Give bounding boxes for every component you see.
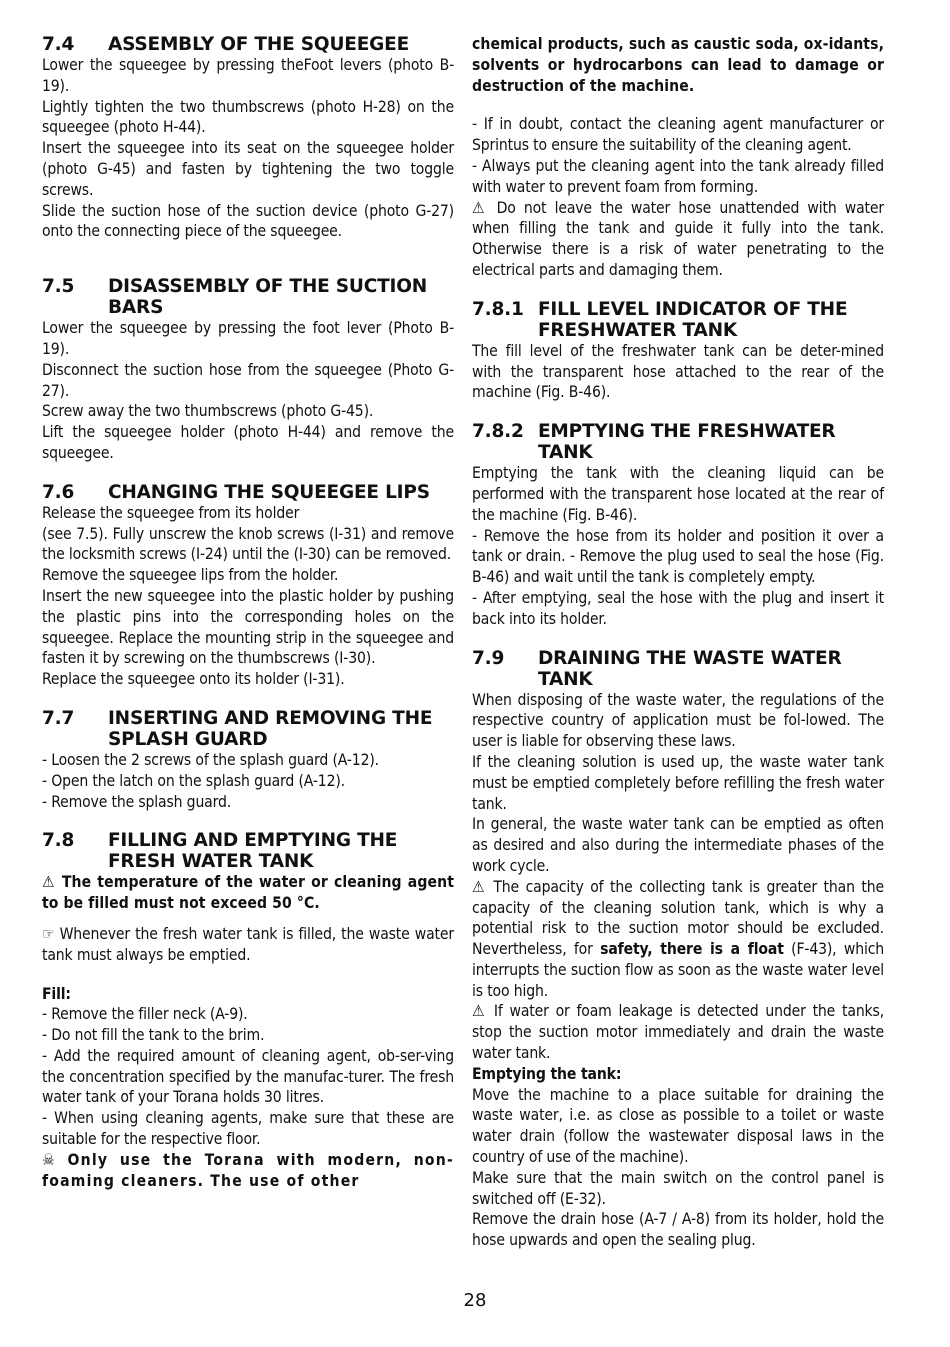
section-heading-7-9: 7.9 DRAINING THE WASTE WATER TANK xyxy=(472,647,842,690)
right-column xyxy=(472,34,884,1251)
paragraph: Disconnect the suction hose from the squeegee (Photo G-27). xyxy=(42,360,454,400)
pointing-hand-icon: ☞ xyxy=(42,924,55,943)
paragraph: Lower the squeegee by pressing theFoot levers (photo B-19). xyxy=(42,56,454,95)
paragraph: - After emptying, seal the hose with the plug and insert it back into its holder. xyxy=(472,588,884,628)
skull-icon: ☠ xyxy=(42,1150,56,1169)
paragraph: Insert the squeegee into its seat on the squeegee holder (photo G-45) and fasten by tightening the two toggle screws. xyxy=(42,139,454,199)
section-heading-7-8: 7.8 FILLING AND EMPTYING THE FRESH WATER TANK xyxy=(42,830,398,873)
paragraph: Lower the squeegee by pressing the foot lever (Photo B-19). xyxy=(42,319,454,358)
section-heading-7-5: 7.5 DISASSEMBLY OF THE SUCTION BARS xyxy=(42,276,428,319)
paragraph: Slide the suction hose of the suction device (photo G-27) onto the connecting piece of the squeegee. xyxy=(42,201,454,241)
warning-paragraph: ⚠ Do not leave the water hose unattended with water when filling the tank and guide it fully into the tank. Otherwise there is a risk of water penetrating to the electrical parts and damaging them. xyxy=(472,198,885,279)
list-item: - If in doubt, contact the cleaning agent manufacturer or Sprintus to ensure the suitability of the cleaning agent. xyxy=(472,115,884,155)
paragraph: Screw away the two thumbscrews (photo G-45). xyxy=(42,402,374,421)
list-item: - When using cleaning agents, make sure that these are suitable for the respective floor. xyxy=(42,1109,454,1149)
paragraph: The fill level of the freshwater tank can be deter-mined with the transparent hose attached to the rear of the machine (Fig. B-46). xyxy=(472,341,884,402)
warning-paragraph: ⚠ The capacity of the collecting tank is greater than the capacity of the cleaning solution tank, which is why a potential risk to the suction motor should be excluded. Nevertheless, for safety, there is a float (F-43), which interrupts the suction flow as soon as the waste water level is too high. xyxy=(472,877,885,1000)
paragraph: Make sure that the main switch on the control panel is switched off (E-32). xyxy=(472,1168,884,1208)
warning-triangle-icon: ⚠ xyxy=(472,1002,487,1021)
emptying-label: Emptying the tank: xyxy=(472,1064,622,1083)
left-column xyxy=(42,34,454,1191)
note-paragraph: ☞ Whenever the fresh water tank is filled, the waste water tank must always be emptied. xyxy=(42,924,454,964)
paragraph: - Remove the hose from its holder and position it over a tank or drain. - Remove the plug used to seal the hose (Fig. B-46) and wait until the tank is completely empty. xyxy=(472,526,884,587)
list-item: - Always put the cleaning agent into the tank already filled with water to prevent foam from forming. xyxy=(472,156,884,196)
list-item: - Do not fill the tank to the brim. xyxy=(42,1026,265,1045)
section-heading-7-8-1: 7.8.1 FILL LEVEL INDICATOR OF THE FRESHWATER TANK xyxy=(472,298,848,341)
paragraph: (see 7.5). Fully unscrew the knob screws (I-31) and remove the locksmith screws (I-24) until the (I-30) can be removed. xyxy=(42,524,454,564)
list-item: - Open the latch on the splash guard (A-12). xyxy=(42,771,345,790)
paragraph: Lightly tighten the two thumbscrews (photo H-28) on the squeegee (photo H-44). xyxy=(42,97,454,137)
danger-continuation: chemical products, such as caustic soda, ox-idants, solvents or hydrocarbons can lead to damage or destruction of the machine. xyxy=(472,35,884,95)
paragraph: Emptying the tank with the cleaning liquid can be performed with the transparent hose located at the rear of the machine (Fig. B-46). xyxy=(472,464,884,524)
warning-triangle-icon: ⚠ xyxy=(472,877,487,896)
list-item: - Remove the filler neck (A-9). xyxy=(42,1005,248,1024)
list-item: - Add the required amount of cleaning agent, ob-ser-ving the concentration specified by the manufac-turer. The fresh water tank of your Torana holds 30 litres. xyxy=(42,1046,454,1107)
paragraph: Release the squeegee from its holder xyxy=(42,503,300,522)
section-heading-7-4: 7.4 ASSEMBLY OF THE SQUEEGEE xyxy=(42,34,410,55)
list-item: - Loosen the 2 screws of the splash guard (A-12). xyxy=(42,750,379,769)
paragraph: Insert the new squeegee into the plastic holder by pushing the plastic pins into the corresponding holes on the squeegee. Replace the mounting strip in the squeegee and fasten it by screwing on the thumbscrews (I-30). xyxy=(42,586,454,668)
warning-triangle-icon: ⚠ xyxy=(42,873,56,892)
paragraph: In general, the waste water tank can be emptied as often as desired and also during the intermediate phases of the work cycle. xyxy=(472,815,884,875)
paragraph: Move the machine to a place suitable for draining the waste water, i.e. as close as possible to a toilet or waste water drain (follow the wastewater disposal laws in the country of use of the machine). xyxy=(472,1085,884,1167)
paragraph: When disposing of the waste water, the regulations of the respective country of application must be fol-lowed. The user is liable for observing these laws. xyxy=(472,690,884,751)
paragraph: Remove the squeegee lips from the holder. xyxy=(42,566,339,585)
section-heading-7-7: 7.7 INSERTING AND REMOVING THE SPLASH GUARD xyxy=(42,707,433,750)
danger-paragraph: ☠ Only use the Torana with modern, non-foaming cleaners. The use of other xyxy=(42,1150,454,1190)
paragraph: Lift the squeegee holder (photo H-44) and remove the squeegee. xyxy=(42,423,454,462)
fill-label: Fill: xyxy=(42,984,71,1003)
section-heading-7-6: 7.6 CHANGING THE SQUEEGEE LIPS xyxy=(42,481,430,503)
paragraph: If the cleaning solution is used up, the waste water tank must be emptied completely before refilling the fresh water tank. xyxy=(472,752,884,813)
section-heading-7-8-2: 7.8.2 EMPTYING THE FRESHWATER TANK xyxy=(472,421,836,464)
warning-triangle-icon: ⚠ xyxy=(472,198,489,217)
list-item: - Remove the splash guard. xyxy=(42,792,232,811)
warning-paragraph: ⚠ If water or foam leakage is detected under the tanks, stop the suction motor immediately and drain the waste water tank. xyxy=(472,1002,884,1063)
page-number: 28 xyxy=(463,1290,487,1311)
paragraph: Replace the squeegee onto its holder (I-31). xyxy=(42,670,345,689)
paragraph: Remove the drain hose (A-7 / A-8) from its holder, hold the hose upwards and open the sealing plug. xyxy=(472,1210,884,1250)
warning-paragraph: ⚠ The temperature of the water or cleaning agent to be filled must not exceed 50 °C. xyxy=(42,873,454,913)
